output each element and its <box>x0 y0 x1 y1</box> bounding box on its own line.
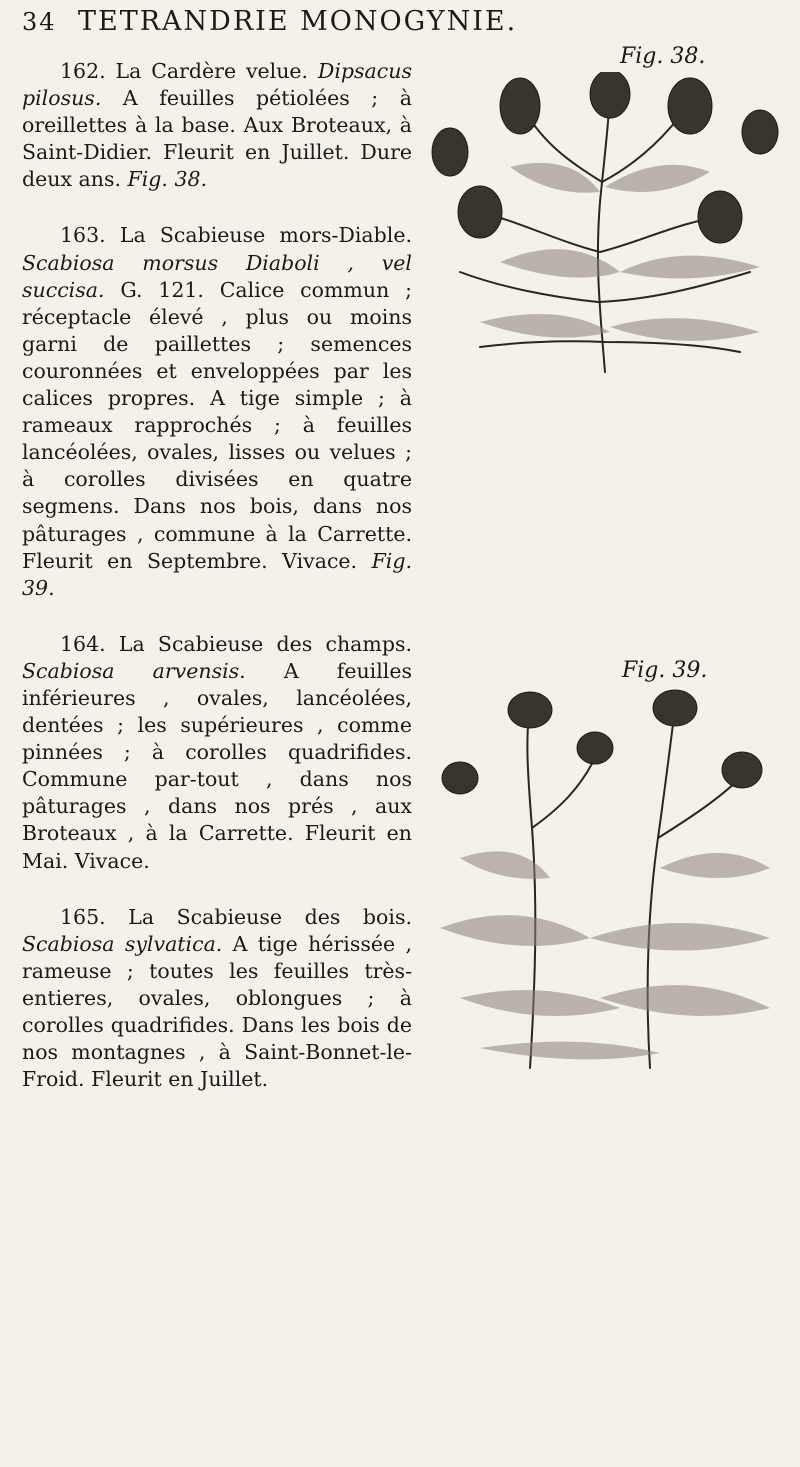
text-column <box>22 58 412 1122</box>
entry-latin-name: Scabiosa morsus Diaboli , vel succisa. <box>22 250 412 302</box>
running-title: TETRANDRIE MONOGYNIE. <box>78 6 518 37</box>
teasel-illustration <box>420 72 790 392</box>
entry-common-name: La Scabieuse des bois. <box>128 904 412 929</box>
entry-figure-ref: Fig. 39. <box>22 548 412 600</box>
entry-number: 165. <box>60 904 106 929</box>
entry-latin-name: Scabiosa arvensis. <box>22 658 246 683</box>
page-header <box>0 2 800 42</box>
entry-common-name: La Scabieuse des champs. <box>118 631 412 656</box>
figure-38-label: Fig. 38. <box>620 44 706 69</box>
entry-number: 164. <box>60 631 106 656</box>
figure-39-plate <box>420 688 790 1078</box>
figure-38-plate <box>420 72 790 392</box>
entry-common-name: La Cardère velue. <box>115 59 309 83</box>
entry-description: A tige hérissée , rameuse ; toutes les feuilles très-entieres, ovales, oblongues ; à corolles quadrifides. Dans les bois de nos montagnes , à Saint-Bonnet-le-Froid. Fleurit en Juillet. <box>22 931 412 1092</box>
entry-common-name: La Scabieuse mors-Diable. <box>119 223 412 248</box>
entry-description: A feuilles pétiolées ; à oreillettes à la base. Aux Broteaux, à Saint-Didier. Fleurit en Juillet. Dure deux ans. <box>22 86 412 192</box>
entry-latin-name: Dipsacus pilosus. <box>22 59 412 111</box>
entry-description: A feuilles inférieures , ovales, lancéolées, dentées ; les supérieures , comme pinnées ; à corolles quadrifides. Commune par-tout , dans nos pâturages , dans nos prés , aux Broteaux , à la Carrette. Fleurit en Mai. Vivace. <box>22 658 412 873</box>
entry-number: 163. <box>60 223 106 248</box>
entry-description: G. 121. Calice commun ; réceptacle élevé , plus ou moins garni de paillettes ; semences couronnées et enveloppées par les calices propres. A tige simple ; à rameaux rapprochés ; à feuilles lancéolées, ovales, lisses ou velues ; à corolles divisées en quatre segmens. Dans nos bois, dans nos pâturages , commune à la Carrette. Fleurit en Septembre. Vivace. <box>22 277 412 573</box>
entry-figure-ref: Fig. 38. <box>127 167 208 192</box>
page-number: 34 <box>22 8 57 36</box>
entry-163 <box>22 222 412 601</box>
entry-162 <box>22 58 412 193</box>
entry-164 <box>22 631 412 875</box>
entry-latin-name: Scabiosa sylvatica. <box>22 931 223 956</box>
figure-39-label: Fig. 39. <box>622 658 708 683</box>
entry-number: 162. <box>60 59 106 83</box>
entry-165 <box>22 904 412 1094</box>
scabious-illustration <box>420 688 790 1078</box>
